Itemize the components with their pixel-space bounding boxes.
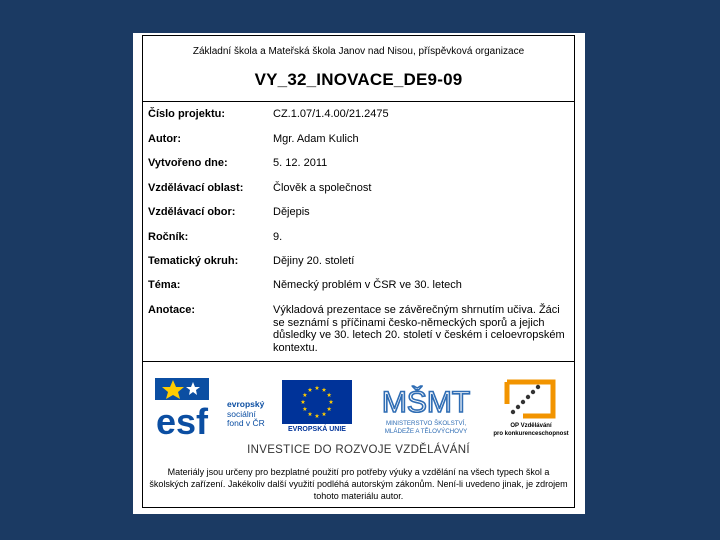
logo-strip [143,362,574,509]
msmt-text [371,420,481,436]
op-text-line: pro konkurenceschopnost [493,430,569,437]
document-header [143,36,574,102]
eu-flag-icon [282,380,352,424]
field-label: Vzdělávací oblast: [148,182,244,194]
esf-text-line: sociální [227,408,256,419]
material-code: VY_32_INOVACE_DE9-09 [254,70,463,89]
esf-text-line: evropský [227,399,265,409]
field-label: Vzdělávací obor: [148,206,236,218]
field-label: Téma: [148,279,181,291]
msmt-mark-icon [371,374,481,420]
msmt-text-line: MINISTERSTVO ŠKOLSTVÍ, [385,420,467,427]
esf-logo [155,378,273,436]
msmt-logo [371,374,481,440]
esf-text-line: fond v ČR [227,418,265,428]
field-label: Číslo projektu: [148,108,226,120]
info-table [143,102,574,362]
eu-text: EVROPSKÁ UNIE [288,426,346,433]
field-value: Dějiny 20. století [273,255,355,267]
field-value: Mgr. Adam Kulich [273,133,359,145]
field-value: Výkladová prezentace se závěrečným shrnutím učiva. Žáci se seznámí s příčinami česko-německých sporů a jejich důsledky ve 30. letech 20. století v českém i celoevropském kontextu. [273,304,565,354]
field-value: CZ.1.07/1.4.00/21.2475 [273,108,389,120]
msmt-text-line: MLÁDEŽE A TĚLOVÝCHOVY [384,428,468,435]
document-frame [142,35,575,508]
field-label: Autor: [148,133,181,145]
field-value: Německý problém v ČSR ve 30. letech [273,279,462,291]
op-logo [493,376,569,440]
field-label: Anotace: [148,304,196,316]
school-name: Základní škola a Mateřská škola Janov nad Nisou, příspěvková organizace [192,46,525,57]
esf-text [227,400,265,429]
eu-logo [282,380,352,436]
investice-tagline: INVESTICE DO ROZVOJE VZDĚLÁVÁNÍ [247,444,470,456]
field-value: 5. 12. 2011 [273,157,328,169]
op-mark-icon [493,376,569,422]
field-value: Člověk a společnost [273,182,372,194]
field-value: 9. [273,231,283,243]
msmt-wordmark: MŠMT [381,386,471,419]
op-text [493,423,569,438]
title-sheet [133,33,585,514]
usage-note: Materiály jsou určeny pro bezplatné použití pro potřeby výuky a vzdělání na všech typech škol a školských zařízení. Jakékoliv další využití podléhá autorským zákonům. Není-li uvedeno jinak, je zdrojem tohoto materiálu autor. [149,467,568,501]
field-value: Dějepis [273,206,310,218]
esf-wordmark: esf [156,401,209,436]
field-label: Ročník: [148,231,189,243]
field-label: Vytvořeno dne: [148,157,228,169]
op-text-line: OP Vzdělávání [510,423,552,429]
field-label: Tematický okruh: [148,255,239,267]
